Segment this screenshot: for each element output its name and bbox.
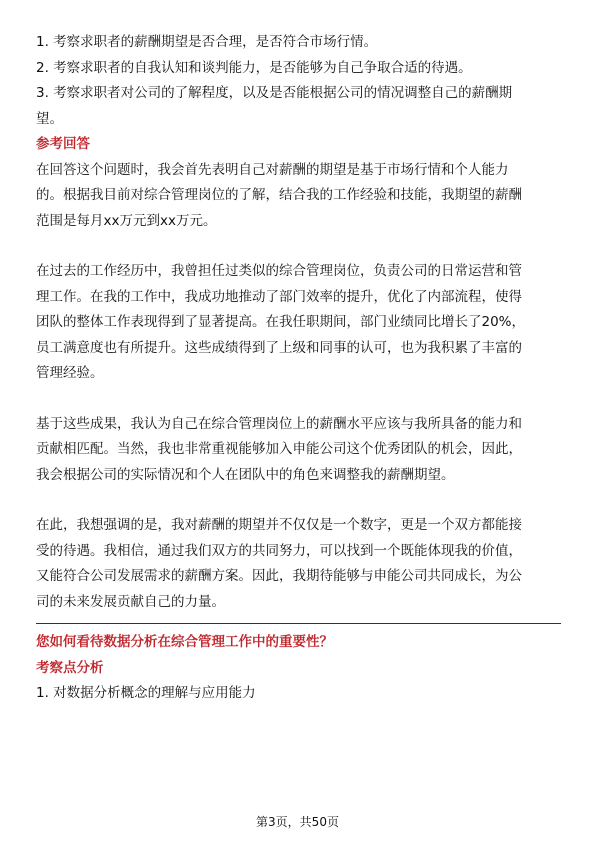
answer-paragraph-4 xyxy=(36,513,561,615)
paragraph-line: 受的待遇。我相信，通过我们双方的共同努力，可以找到一个既能体现我的价值， xyxy=(36,542,522,559)
analysis-item-1: 1. 对数据分析概念的理解与应用能力 xyxy=(36,685,256,701)
page-content xyxy=(36,30,561,707)
paragraph-gap xyxy=(36,387,561,412)
paragraph-gap xyxy=(36,234,561,259)
criteria-item-3-cont: 望。 xyxy=(36,110,63,127)
criteria-item-2: 2. 考察求职者的自我认知和谈判能力，是否能够为自己争取合适的待遇。 xyxy=(36,59,472,76)
paragraph-gap xyxy=(36,488,561,513)
paragraph-line: 的。根据我目前对综合管理岗位的了解，结合我的工作经验和技能，我期望的薪酬 xyxy=(36,187,522,203)
paragraph-line: 管理经验。 xyxy=(36,365,104,381)
paragraph-line: 团队的整体工作表现得到了显著提高。在我任职期间，部门业绩同比增长了20%， xyxy=(36,314,526,330)
paragraph-line: 司的未来发展贡献自己的力量。 xyxy=(36,593,225,610)
paragraph-line: 在回答这个问题时，我会首先表明自己对薪酬的期望是基于市场行情和个人能力 xyxy=(36,161,509,178)
paragraph-line: 范围是每月xx万元到xx万元。 xyxy=(36,212,217,229)
paragraph-line: 基于这些成果，我认为自己在综合管理岗位上的薪酬水平应该与我所具备的能力和 xyxy=(36,415,522,432)
answer-paragraph-1 xyxy=(36,158,561,235)
section-divider xyxy=(36,623,561,624)
answer-paragraph-2 xyxy=(36,259,561,387)
page-number: 第3页，共50页 xyxy=(256,815,339,829)
paragraph-line: 又能符合公司发展需求的薪酬方案。因此，我期待能够与申能公司共同成长，为公 xyxy=(36,568,522,584)
criteria-item-3: 3. 考察求职者对公司的了解程度，以及是否能根据公司的情况调整自己的薪酬期 xyxy=(36,85,513,101)
paragraph-line: 在此，我想强调的是，我对薪酬的期望并不仅仅是一个数字，更是一个双方都能接 xyxy=(36,517,522,533)
analysis-heading: 考察点分析 xyxy=(36,659,104,676)
paragraph-line: 贡献相匹配。当然，我也非常重视能够加入申能公司这个优秀团队的机会，因此， xyxy=(36,441,522,457)
paragraph-line: 员工满意度也有所提升。这些成绩得到了上级和同事的认可，也为我积累了丰富的 xyxy=(36,339,522,356)
question-heading: 您如何看待数据分析在综合管理工作中的重要性？ xyxy=(36,634,333,650)
answer-paragraph-3 xyxy=(36,412,561,489)
criteria-list xyxy=(36,30,561,132)
paragraph-line: 我会根据公司的实际情况和个人在团队中的角色来调整我的薪酬期望。 xyxy=(36,466,455,483)
criteria-item-1: 1. 考察求职者的薪酬期望是否合理，是否符合市场行情。 xyxy=(36,34,378,50)
reference-answer-heading: 参考回答 xyxy=(36,136,90,152)
paragraph-line: 在过去的工作经历中，我曾担任过类似的综合管理岗位，负责公司的日常运营和管 xyxy=(36,263,522,279)
paragraph-line: 理工作。在我的工作中，我成功地推动了部门效率的提升，优化了内部流程，使得 xyxy=(36,288,522,305)
